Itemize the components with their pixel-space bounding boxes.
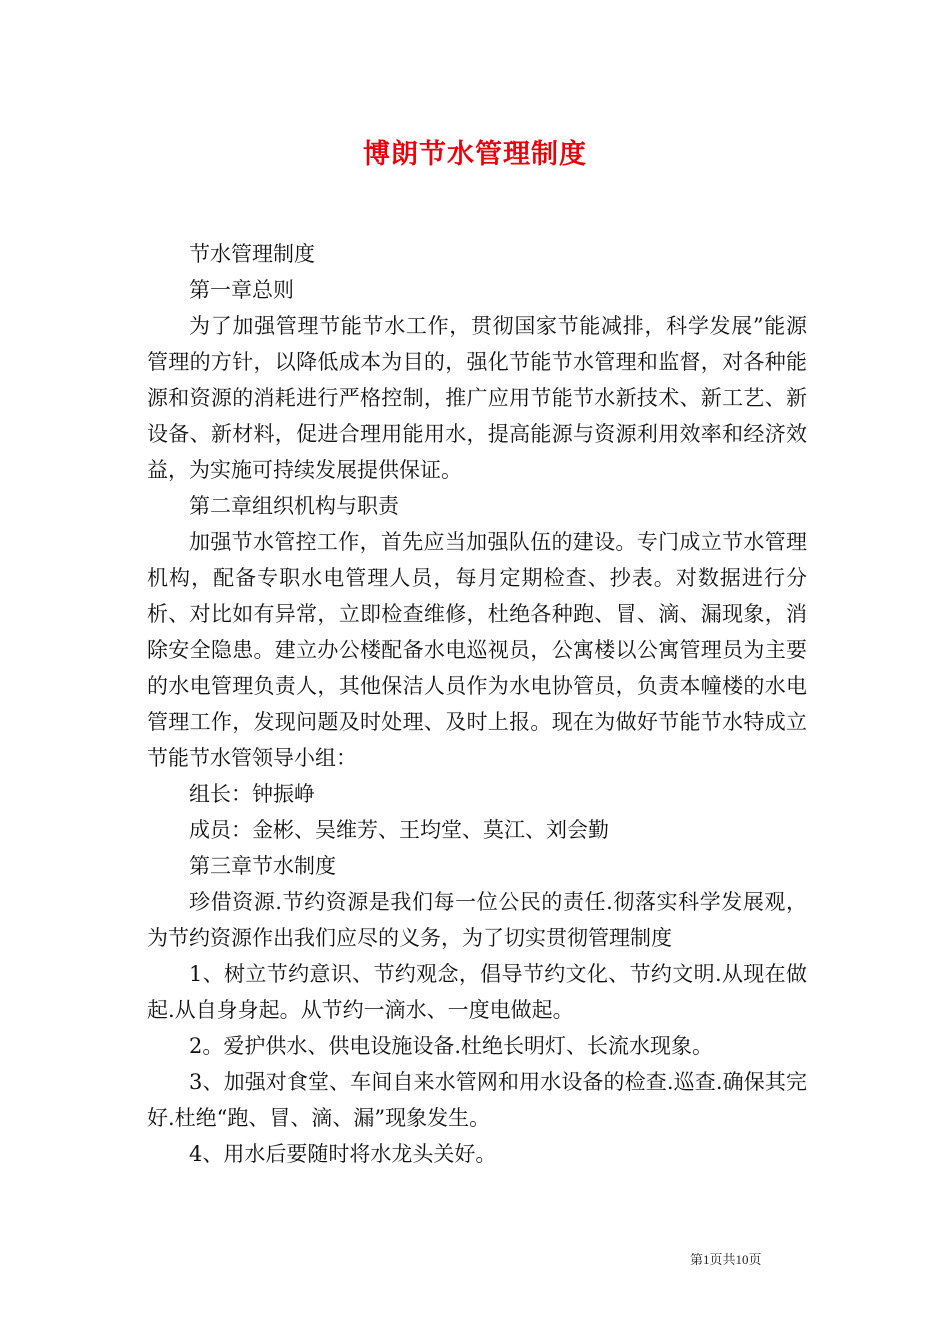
rule-2: 2。爱护供水、供电设施设备.杜绝长明灯、长流水现象。 (189, 1034, 714, 1058)
footer-prefix: 第 (690, 1253, 704, 1268)
document-title: 博朗节水管理制度 (363, 139, 587, 170)
group-members-line: 成员：金彬、吴维芳、王均堂、莫江、刘会勤 (189, 818, 609, 842)
document-body (147, 236, 807, 1172)
rule-1: 1、树立节约意识、节约观念，倡导节约文化、节约文明.从现在做起.从自身身起。从节约一滴水、一度电做起。 (147, 962, 807, 1022)
chapter-1-paragraph: 为了加强管理节能节水工作，贯彻国家节能减排，科学发展”能源管理的方针，以降低成本为目的，强化节能节水管理和监督，对各种能源和资源的消耗进行严格控制，推广应用节能节水新技术、新工艺、新设备、新材料，促进合理用能用水，提高能源与资源利用效率和经济效益，为实施可持续发展提供保证。 (147, 314, 807, 482)
chapter-3-heading: 第三章节水制度 (189, 854, 336, 878)
chapter-1-heading: 第一章总则 (189, 278, 294, 302)
footer-middle: 页共 (709, 1253, 736, 1268)
group-leader-line: 组长：钟振峥 (189, 782, 315, 806)
page-number: 1 (703, 1252, 710, 1267)
chapter-3-intro: 珍借资源.节约资源是我们每一位公民的责任.彻落实科学发展观，为节约资源作出我们应尽的义务，为了切实贯彻管理制度 (147, 890, 807, 950)
chapter-2-heading: 第二章组织机构与职责 (189, 494, 399, 518)
page-total: 10 (735, 1252, 749, 1267)
rule-4: 4、用水后要随时将水龙头关好。 (189, 1142, 497, 1166)
chapter-2-paragraph: 加强节水管控工作，首先应当加强队伍的建设。专门成立节水管理机构，配备专职水电管理人员，每月定期检查、抄表。对数据进行分析、对比如有异常，立即检查维修，杜绝各种跑、冒、滴、漏现象，消除安全隐患。建立办公楼配备水电巡视员，公寓楼以公寓管理员为主要的水电管理负责人，其他保洁人员作为水电协管员，负责本幢楼的水电管理工作，发现问题及时处理、及时上报。现在为做好节能节水特成立节能节水管领导小组： (147, 530, 807, 770)
page-footer (690, 1249, 820, 1268)
heading-system: 节水管理制度 (189, 242, 315, 266)
footer-suffix: 页 (748, 1253, 762, 1268)
rule-3: 3、加强对食堂、车间自来水管网和用水设备的检查.巡查.确保其完好.杜绝“跑、冒、滴、漏”现象发生。 (147, 1070, 807, 1130)
